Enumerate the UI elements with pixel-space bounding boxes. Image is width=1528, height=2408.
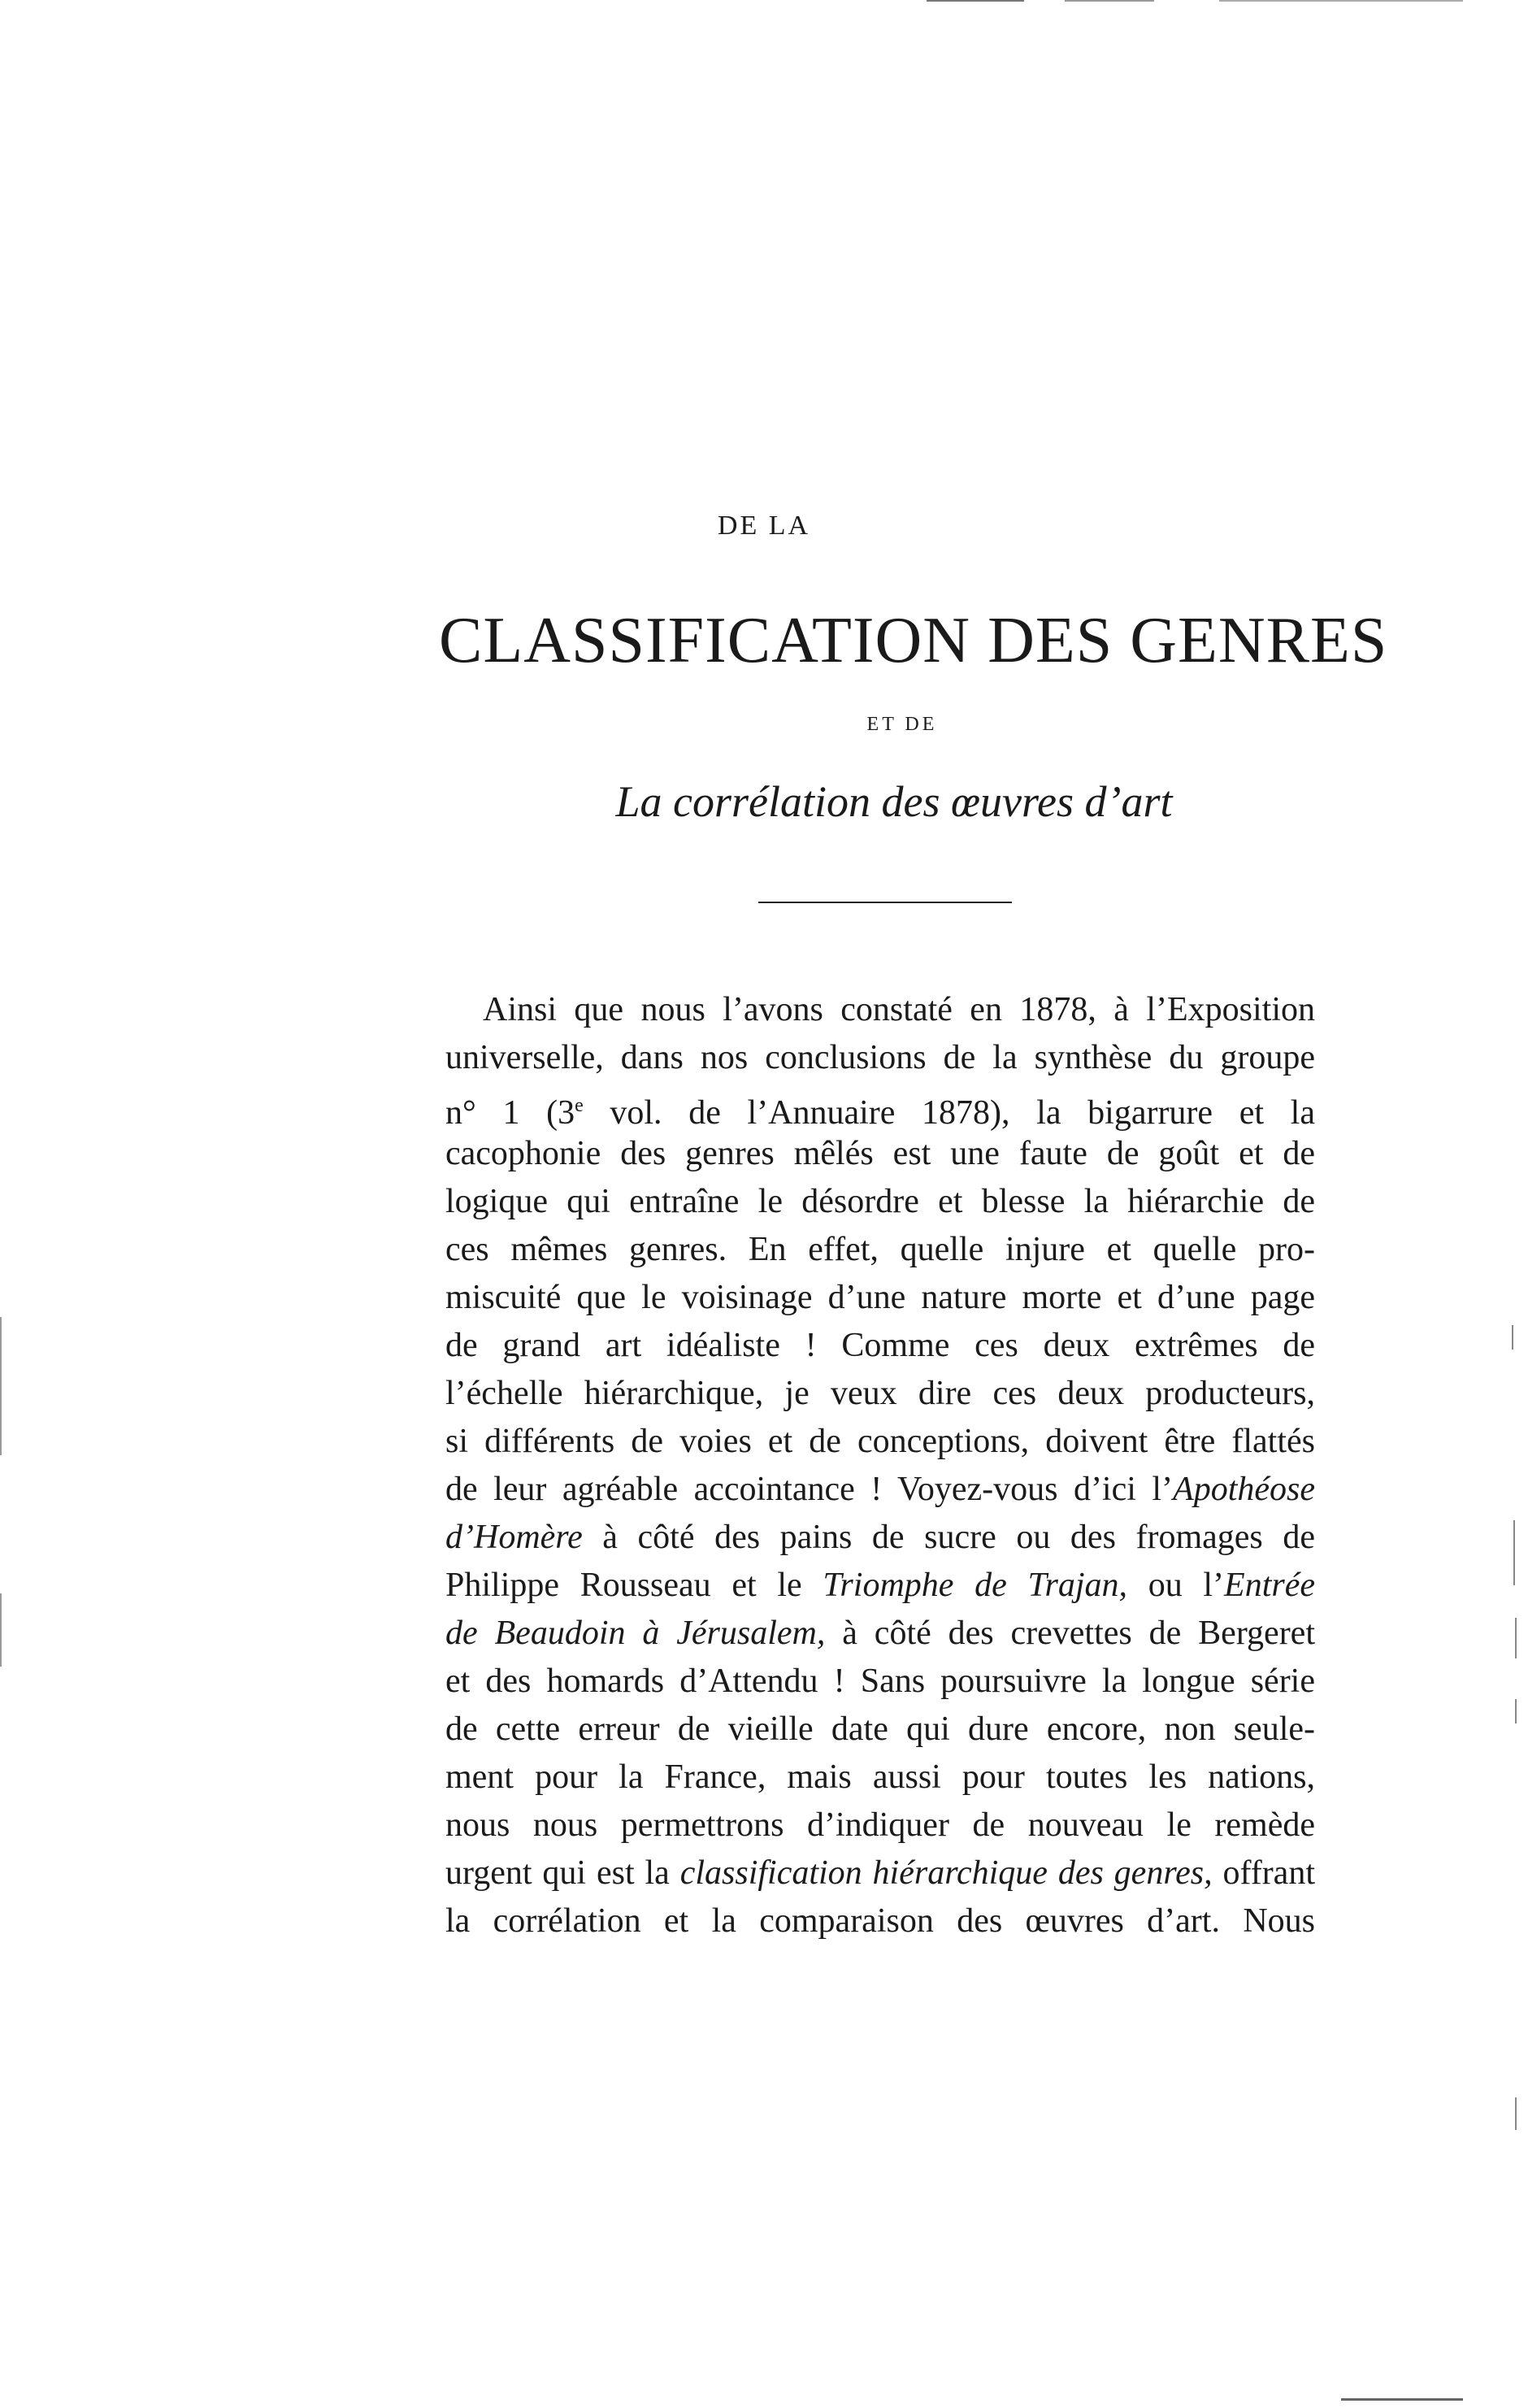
scan-edge-mark — [0, 1317, 2, 1455]
text-line: d’Homère à côté des pains de sucre ou des fromages de — [445, 1519, 1315, 1556]
scan-edge-mark — [1515, 2097, 1517, 2130]
text-line: la corrélation et la comparaison des œuvres d’art. Nous — [445, 1902, 1315, 1940]
text-line: et des homards d’Attendu ! Sans poursuivre la longue série — [445, 1663, 1315, 1700]
text-line: l’échelle hiérarchique, je veux dire ces deux producteurs, — [445, 1375, 1315, 1412]
text-line: si différents de voies et de conceptions, doivent être flattés — [445, 1423, 1315, 1460]
text-line: Philippe Rousseau et le Triomphe de Trajan, ou l’Entrée — [445, 1567, 1315, 1604]
scan-edge-mark — [1513, 1520, 1515, 1585]
scan-edge-mark — [1512, 1325, 1513, 1350]
text-line: nous nous permettrons d’indiquer de nouveau le remède — [445, 1806, 1315, 1844]
text-line: logique qui entraîne le désordre et blesse la hiérarchie de — [445, 1183, 1315, 1220]
chapter-subtitle: La corrélation des œuvres d’art — [615, 777, 1173, 826]
text-line: n° 1 (3e vol. de l’Annuaire 1878), la bigarrure et la — [445, 1094, 1315, 1132]
text-line: ment pour la France, mais aussi pour toutes les nations, — [445, 1758, 1315, 1796]
scan-edge-mark — [1341, 2398, 1463, 2401]
text-line: urgent qui est la classification hiérarchique des genres, offrant — [445, 1854, 1315, 1892]
scan-edge-mark — [0, 1593, 2, 1667]
text-line: de cette erreur de vieille date qui dure encore, non seule- — [445, 1710, 1315, 1748]
text-line: de Beaudoin à Jérusalem, à côté des crevettes de Bergeret — [445, 1615, 1315, 1652]
text-line: universelle, dans nos conclusions de la synthèse du groupe — [445, 1039, 1315, 1076]
title-connector: ET DE — [866, 714, 938, 735]
text-line: de leur agréable accointance ! Voyez-vous d’ici l’Apothéose — [445, 1471, 1315, 1508]
text-line: ces mêmes genres. En effet, quelle injure et quelle pro- — [445, 1231, 1315, 1268]
scan-edge-mark — [927, 0, 1024, 2]
text-line: Ainsi que nous l’avons constaté en 1878, à l’Exposition — [483, 991, 1315, 1028]
body-paragraph — [445, 986, 1315, 1945]
text-line: cacophonie des genres mêlés est une faute de goût et de — [445, 1135, 1315, 1172]
scan-edge-mark — [1515, 1618, 1517, 1658]
text-line: de grand art idéaliste ! Comme ces deux extrêmes de — [445, 1327, 1315, 1364]
section-kicker: DE LA — [717, 511, 811, 541]
text-line: miscuité que le voisinage d’une nature morte et d’une page — [445, 1279, 1315, 1316]
scan-edge-mark — [1515, 1699, 1517, 1723]
scan-edge-mark — [1219, 0, 1463, 2]
chapter-title: CLASSIFICATION DES GENRES — [439, 605, 1388, 676]
scan-edge-mark — [1065, 0, 1154, 2]
title-divider — [758, 902, 1012, 903]
